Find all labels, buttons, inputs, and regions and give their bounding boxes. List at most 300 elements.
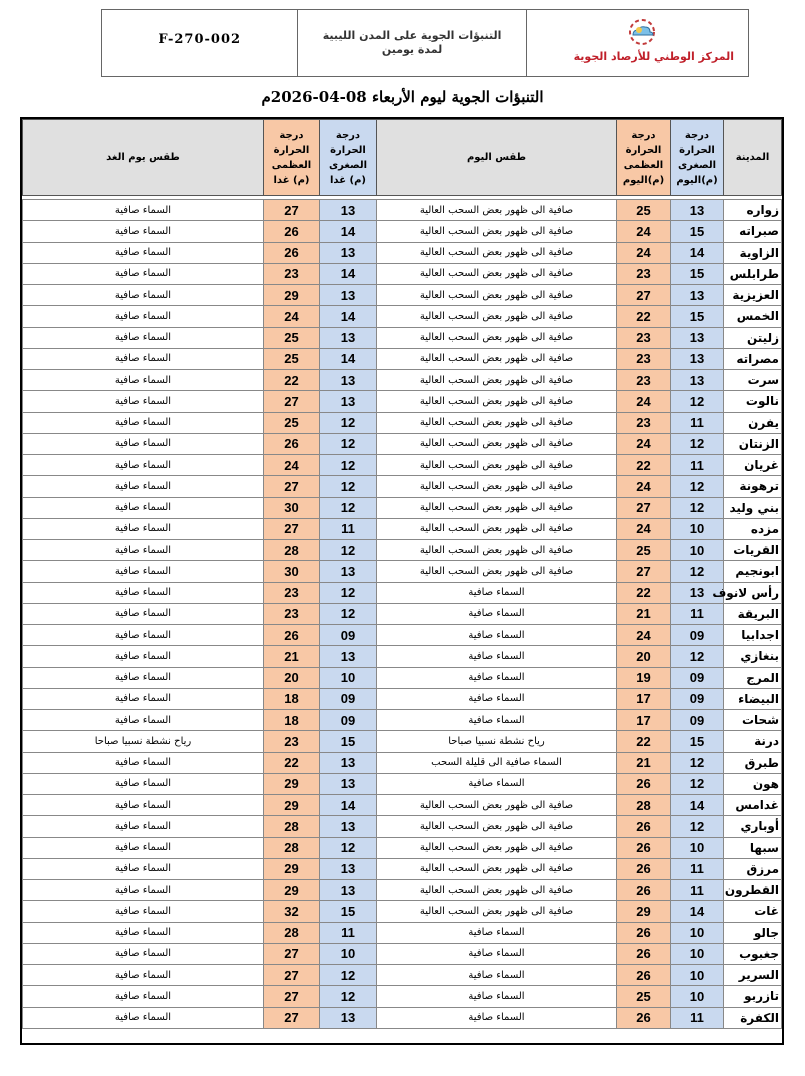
cell-min-today: 11 (671, 455, 724, 476)
page-title: التنبؤات الجوية ليوم الأربعاء 08-04-2026م (261, 88, 544, 106)
cell-min-tomorrow: 13 (320, 858, 377, 879)
cell-max-today: 22 (617, 582, 671, 603)
cell-max-tomorrow: 29 (264, 773, 320, 794)
cell-min-today: 09 (671, 710, 724, 731)
cell-max-today: 26 (617, 816, 671, 837)
cell-min-today: 12 (671, 497, 724, 518)
cell-weather-today: صافية الى ظهور بعض السحب العالية (377, 880, 617, 901)
cell-weather-tomorrow: السماء صافية (23, 752, 264, 773)
cell-weather-today: صافية الى ظهور بعض السحب العالية (377, 518, 617, 539)
cell-max-today: 24 (617, 625, 671, 646)
cell-city: الكفرة (724, 1007, 782, 1028)
cell-min-today: 13 (671, 327, 724, 348)
cell-min-today: 15 (671, 306, 724, 327)
cell-min-tomorrow: 11 (320, 922, 377, 943)
cell-max-tomorrow: 27 (264, 391, 320, 412)
cell-max-today: 23 (617, 263, 671, 284)
cell-min-today: 10 (671, 540, 724, 561)
table-row (23, 348, 782, 369)
table-row (23, 710, 782, 731)
table-row (23, 752, 782, 773)
table-row (23, 986, 782, 1007)
cell-max-tomorrow: 27 (264, 1007, 320, 1028)
cell-min-tomorrow: 13 (320, 752, 377, 773)
cell-min-tomorrow: 11 (320, 518, 377, 539)
table-row (23, 816, 782, 837)
cell-weather-tomorrow: السماء صافية (23, 582, 264, 603)
cell-max-today: 22 (617, 731, 671, 752)
cell-weather-today: صافية الى ظهور بعض السحب العالية (377, 391, 617, 412)
table-row (23, 370, 782, 391)
cell-city: جغبوب (724, 943, 782, 964)
forecast-table (20, 117, 784, 1045)
cell-max-today: 22 (617, 306, 671, 327)
table-row (23, 858, 782, 879)
cell-max-today: 26 (617, 858, 671, 879)
cell-max-today: 17 (617, 710, 671, 731)
cell-min-tomorrow: 10 (320, 667, 377, 688)
table-row (23, 901, 782, 922)
cell-weather-tomorrow: السماء صافية (23, 306, 264, 327)
cell-min-tomorrow: 14 (320, 348, 377, 369)
header-weather-today: طقس اليوم (377, 120, 617, 196)
cell-max-today: 26 (617, 1007, 671, 1028)
cell-city: تازربو (724, 986, 782, 1007)
cell-city: بني وليد (724, 497, 782, 518)
cell-city: نالوت (724, 391, 782, 412)
cell-city: القطرون (724, 880, 782, 901)
cell-max-tomorrow: 23 (264, 603, 320, 624)
cell-min-today: 09 (671, 625, 724, 646)
cell-weather-today: صافية الى ظهور بعض السحب العالية (377, 412, 617, 433)
cell-weather-today: صافية الى ظهور بعض السحب العالية (377, 242, 617, 263)
cell-weather-today: صافية الى ظهور بعض السحب العالية (377, 476, 617, 497)
cell-min-today: 10 (671, 965, 724, 986)
cell-min-today: 15 (671, 263, 724, 284)
table-row (23, 200, 782, 221)
cell-city: المرج (724, 667, 782, 688)
table-row (23, 773, 782, 794)
cell-city: مصراته (724, 348, 782, 369)
table-row (23, 1007, 782, 1028)
cell-min-today: 13 (671, 285, 724, 306)
cell-max-tomorrow: 32 (264, 901, 320, 922)
cell-city: رأس لانوف (724, 582, 782, 603)
cell-max-tomorrow: 29 (264, 285, 320, 306)
cell-min-today: 12 (671, 561, 724, 582)
cell-max-tomorrow: 22 (264, 370, 320, 391)
cell-weather-tomorrow: السماء صافية (23, 986, 264, 1007)
table-row (23, 731, 782, 752)
cell-weather-tomorrow: السماء صافية (23, 667, 264, 688)
table-row (23, 391, 782, 412)
cell-max-today: 20 (617, 646, 671, 667)
cell-min-today: 13 (671, 582, 724, 603)
table-row (23, 540, 782, 561)
cell-weather-today: صافية الى ظهور بعض السحب العالية (377, 795, 617, 816)
table-row (23, 412, 782, 433)
cell-weather-today: صافية الى ظهور بعض السحب العالية (377, 263, 617, 284)
cell-min-today: 10 (671, 518, 724, 539)
cell-max-tomorrow: 25 (264, 412, 320, 433)
cell-city: سبها (724, 837, 782, 858)
cell-weather-tomorrow: السماء صافية (23, 901, 264, 922)
header-min-today: درجة الحرارة الصغرى (م)اليوم (671, 120, 724, 196)
cell-min-today: 12 (671, 433, 724, 454)
cell-weather-today: صافية الى ظهور بعض السحب العالية (377, 370, 617, 391)
cell-min-tomorrow: 12 (320, 965, 377, 986)
cell-weather-today: صافية الى ظهور بعض السحب العالية (377, 497, 617, 518)
cell-max-tomorrow: 29 (264, 858, 320, 879)
cell-city: الخمس (724, 306, 782, 327)
cell-city: ابونجيم (724, 561, 782, 582)
table-row (23, 476, 782, 497)
cell-weather-tomorrow: السماء صافية (23, 370, 264, 391)
cell-min-today: 12 (671, 752, 724, 773)
cell-min-tomorrow: 14 (320, 306, 377, 327)
cell-min-today: 13 (671, 200, 724, 221)
cell-min-tomorrow: 14 (320, 795, 377, 816)
cell-min-tomorrow: 15 (320, 731, 377, 752)
cell-weather-tomorrow: السماء صافية (23, 200, 264, 221)
cell-max-today: 23 (617, 370, 671, 391)
cell-city: درنة (724, 731, 782, 752)
cell-min-tomorrow: 09 (320, 688, 377, 709)
cell-city: مزده (724, 518, 782, 539)
cell-min-today: 12 (671, 816, 724, 837)
cell-min-tomorrow: 12 (320, 476, 377, 497)
cell-min-today: 12 (671, 391, 724, 412)
cell-weather-today: السماء صافية (377, 773, 617, 794)
cell-weather-today: صافية الى ظهور بعض السحب العالية (377, 455, 617, 476)
cell-city: زواره (724, 200, 782, 221)
cell-weather-today: السماء صافية (377, 1007, 617, 1028)
cell-max-tomorrow: 28 (264, 540, 320, 561)
cell-min-tomorrow: 13 (320, 285, 377, 306)
cell-max-tomorrow: 18 (264, 688, 320, 709)
cell-min-tomorrow: 13 (320, 391, 377, 412)
cell-city: هون (724, 773, 782, 794)
cell-weather-today: السماء صافية (377, 646, 617, 667)
cell-weather-today: صافية الى ظهور بعض السحب العالية (377, 221, 617, 242)
cell-city: الزنتان (724, 433, 782, 454)
cell-weather-tomorrow: السماء صافية (23, 816, 264, 837)
cell-min-tomorrow: 13 (320, 370, 377, 391)
cell-weather-today: صافية الى ظهور بعض السحب العالية (377, 306, 617, 327)
cell-max-today: 26 (617, 773, 671, 794)
cell-max-tomorrow: 28 (264, 816, 320, 837)
cell-min-tomorrow: 12 (320, 986, 377, 1007)
cell-weather-today: صافية الى ظهور بعض السحب العالية (377, 837, 617, 858)
cell-max-tomorrow: 23 (264, 263, 320, 284)
cell-max-tomorrow: 26 (264, 242, 320, 263)
cell-min-tomorrow: 12 (320, 433, 377, 454)
cell-weather-tomorrow: السماء صافية (23, 518, 264, 539)
table-row (23, 582, 782, 603)
table-row (23, 965, 782, 986)
cell-min-tomorrow: 12 (320, 603, 377, 624)
cell-max-today: 27 (617, 285, 671, 306)
cell-city: غات (724, 901, 782, 922)
table-row (23, 603, 782, 624)
cell-weather-today: السماء صافية الى قليلة السحب (377, 752, 617, 773)
cell-weather-tomorrow: السماء صافية (23, 710, 264, 731)
cell-weather-today: السماء صافية (377, 986, 617, 1007)
cell-max-today: 24 (617, 476, 671, 497)
cell-min-today: 14 (671, 901, 724, 922)
table-row (23, 625, 782, 646)
cell-weather-tomorrow: السماء صافية (23, 327, 264, 348)
cell-city: أوباري (724, 816, 782, 837)
cell-weather-tomorrow: السماء صافية (23, 242, 264, 263)
header-city: المدينة (724, 120, 782, 196)
cell-max-today: 17 (617, 688, 671, 709)
table-row (23, 518, 782, 539)
cell-weather-tomorrow: السماء صافية (23, 646, 264, 667)
cell-max-tomorrow: 26 (264, 433, 320, 454)
cell-city: شحات (724, 710, 782, 731)
cell-min-tomorrow: 13 (320, 242, 377, 263)
cell-min-today: 14 (671, 795, 724, 816)
cell-weather-tomorrow: السماء صافية (23, 688, 264, 709)
cell-weather-today: رياح نشطة نسبيا صباحا (377, 731, 617, 752)
cell-weather-tomorrow: السماء صافية (23, 221, 264, 242)
cell-max-tomorrow: 24 (264, 306, 320, 327)
cell-max-tomorrow: 25 (264, 327, 320, 348)
cell-weather-tomorrow: السماء صافية (23, 965, 264, 986)
cell-min-today: 12 (671, 476, 724, 497)
cell-min-today: 15 (671, 221, 724, 242)
cell-weather-today: صافية الى ظهور بعض السحب العالية (377, 901, 617, 922)
cell-max-today: 23 (617, 327, 671, 348)
cell-min-today: 10 (671, 943, 724, 964)
table-row (23, 455, 782, 476)
cell-city: البيضاء (724, 688, 782, 709)
cell-weather-today: السماء صافية (377, 943, 617, 964)
cell-min-tomorrow: 12 (320, 540, 377, 561)
cell-max-today: 26 (617, 880, 671, 901)
cell-weather-tomorrow: السماء صافية (23, 561, 264, 582)
cell-min-today: 12 (671, 646, 724, 667)
cell-max-today: 27 (617, 561, 671, 582)
cell-max-tomorrow: 22 (264, 752, 320, 773)
cell-weather-tomorrow: رياح نشطة نسبيا صباحا (23, 731, 264, 752)
cell-min-today: 11 (671, 880, 724, 901)
cell-max-today: 21 (617, 603, 671, 624)
cell-max-tomorrow: 21 (264, 646, 320, 667)
cell-max-today: 22 (617, 455, 671, 476)
cell-max-today: 25 (617, 540, 671, 561)
cell-city: الزاوية (724, 242, 782, 263)
cell-max-today: 24 (617, 242, 671, 263)
cell-weather-today: السماء صافية (377, 965, 617, 986)
cell-max-tomorrow: 26 (264, 221, 320, 242)
cell-min-today: 11 (671, 412, 724, 433)
cell-weather-today: السماء صافية (377, 710, 617, 731)
cell-max-today: 27 (617, 497, 671, 518)
cell-weather-today: صافية الى ظهور بعض السحب العالية (377, 327, 617, 348)
cell-city: العزيزية (724, 285, 782, 306)
header-min-tomorrow: درجة الحرارة الصغرى (م) غدا (320, 120, 377, 196)
cell-weather-tomorrow: السماء صافية (23, 858, 264, 879)
table-row (23, 263, 782, 284)
table-header-row (23, 120, 782, 196)
cell-max-today: 24 (617, 518, 671, 539)
cell-max-tomorrow: 23 (264, 582, 320, 603)
cell-max-tomorrow: 26 (264, 625, 320, 646)
document-subject (298, 10, 526, 76)
cell-min-today: 10 (671, 986, 724, 1007)
cell-weather-tomorrow: السماء صافية (23, 837, 264, 858)
cell-max-today: 25 (617, 200, 671, 221)
cell-weather-tomorrow: السماء صافية (23, 773, 264, 794)
cell-city: البريقة (724, 603, 782, 624)
cell-weather-today: صافية الى ظهور بعض السحب العالية (377, 540, 617, 561)
cell-city: طبرق (724, 752, 782, 773)
cell-min-tomorrow: 14 (320, 221, 377, 242)
table-row (23, 433, 782, 454)
cell-weather-today: صافية الى ظهور بعض السحب العالية (377, 200, 617, 221)
cell-weather-tomorrow: السماء صافية (23, 285, 264, 306)
cell-max-tomorrow: 23 (264, 731, 320, 752)
cell-min-tomorrow: 09 (320, 710, 377, 731)
cell-weather-today: السماء صافية (377, 667, 617, 688)
cell-city: القريات (724, 540, 782, 561)
table-row (23, 688, 782, 709)
table-row (23, 561, 782, 582)
cell-min-today: 12 (671, 773, 724, 794)
cell-max-tomorrow: 29 (264, 795, 320, 816)
cell-max-today: 25 (617, 986, 671, 1007)
cell-city: يفرن (724, 412, 782, 433)
cell-min-tomorrow: 13 (320, 880, 377, 901)
cell-weather-today: صافية الى ظهور بعض السحب العالية (377, 285, 617, 306)
cell-city: بنغازي (724, 646, 782, 667)
cell-weather-today: السماء صافية (377, 688, 617, 709)
cell-min-tomorrow: 13 (320, 816, 377, 837)
organization-block (527, 10, 748, 76)
cell-min-today: 09 (671, 667, 724, 688)
table-row (23, 922, 782, 943)
cell-weather-tomorrow: السماء صافية (23, 943, 264, 964)
cell-min-tomorrow: 15 (320, 901, 377, 922)
cell-city: جالو (724, 922, 782, 943)
cell-max-tomorrow: 27 (264, 986, 320, 1007)
cell-max-tomorrow: 28 (264, 837, 320, 858)
header-max-tomorrow: درجة الحرارة العظمى (م) غدا (264, 120, 320, 196)
table-row (23, 837, 782, 858)
subject-line-1: التنبؤات الجوية على المدن الليبية (322, 29, 502, 42)
cell-city: غريان (724, 455, 782, 476)
cell-weather-tomorrow: السماء صافية (23, 348, 264, 369)
cell-max-today: 29 (617, 901, 671, 922)
cell-max-today: 24 (617, 433, 671, 454)
cell-weather-today: السماء صافية (377, 625, 617, 646)
cell-min-tomorrow: 13 (320, 1007, 377, 1028)
cloud-logo-icon (622, 18, 662, 46)
cell-city: طرابلس (724, 263, 782, 284)
table-row (23, 880, 782, 901)
cell-city: مرزق (724, 858, 782, 879)
cell-max-tomorrow: 25 (264, 348, 320, 369)
cell-weather-today: صافية الى ظهور بعض السحب العالية (377, 433, 617, 454)
cell-min-today: 13 (671, 370, 724, 391)
cell-max-tomorrow: 20 (264, 667, 320, 688)
cell-min-today: 13 (671, 348, 724, 369)
cell-weather-tomorrow: السماء صافية (23, 412, 264, 433)
header-weather-tomorrow: طقس يوم الغد (23, 120, 264, 196)
cell-weather-tomorrow: السماء صافية (23, 795, 264, 816)
cell-max-today: 26 (617, 965, 671, 986)
cell-max-today: 21 (617, 752, 671, 773)
cell-weather-today: صافية الى ظهور بعض السحب العالية (377, 858, 617, 879)
cell-city: صبراته (724, 221, 782, 242)
cell-max-tomorrow: 27 (264, 965, 320, 986)
cell-weather-tomorrow: السماء صافية (23, 391, 264, 412)
cell-weather-today: السماء صافية (377, 582, 617, 603)
cell-max-tomorrow: 24 (264, 455, 320, 476)
table-row (23, 327, 782, 348)
form-code: F-270-002 (102, 10, 298, 76)
cell-min-tomorrow: 12 (320, 412, 377, 433)
cell-max-today: 26 (617, 922, 671, 943)
document-header (101, 9, 749, 77)
cell-min-tomorrow: 09 (320, 625, 377, 646)
cell-min-today: 09 (671, 688, 724, 709)
cell-min-tomorrow: 10 (320, 943, 377, 964)
table-row (23, 221, 782, 242)
cell-max-today: 24 (617, 221, 671, 242)
cell-min-tomorrow: 13 (320, 200, 377, 221)
cell-weather-tomorrow: السماء صافية (23, 1007, 264, 1028)
cell-max-today: 23 (617, 412, 671, 433)
header-max-today: درجة الحرارة العظمى (م)اليوم (617, 120, 671, 196)
cell-weather-tomorrow: السماء صافية (23, 263, 264, 284)
table-row (23, 943, 782, 964)
cell-weather-today: السماء صافية (377, 922, 617, 943)
cell-max-tomorrow: 29 (264, 880, 320, 901)
subject-line-2: لمدة يومين (381, 43, 443, 56)
cell-min-tomorrow: 14 (320, 263, 377, 284)
cell-weather-tomorrow: السماء صافية (23, 433, 264, 454)
cell-min-tomorrow: 13 (320, 327, 377, 348)
cell-min-tomorrow: 12 (320, 497, 377, 518)
cell-max-tomorrow: 30 (264, 561, 320, 582)
cell-min-today: 10 (671, 837, 724, 858)
cell-min-today: 11 (671, 858, 724, 879)
cell-max-tomorrow: 27 (264, 476, 320, 497)
cell-max-today: 28 (617, 795, 671, 816)
cell-weather-tomorrow: السماء صافية (23, 455, 264, 476)
table-row (23, 667, 782, 688)
table-row (23, 285, 782, 306)
cell-weather-tomorrow: السماء صافية (23, 880, 264, 901)
table-row (23, 646, 782, 667)
cell-max-today: 23 (617, 348, 671, 369)
cell-city: غدامس (724, 795, 782, 816)
cell-weather-today: صافية الى ظهور بعض السحب العالية (377, 561, 617, 582)
cell-max-today: 26 (617, 837, 671, 858)
cell-min-tomorrow: 13 (320, 773, 377, 794)
cell-city: ترهونة (724, 476, 782, 497)
cell-min-today: 15 (671, 731, 724, 752)
cell-weather-tomorrow: السماء صافية (23, 625, 264, 646)
cell-weather-today: صافية الى ظهور بعض السحب العالية (377, 348, 617, 369)
cell-weather-tomorrow: السماء صافية (23, 603, 264, 624)
cell-min-tomorrow: 12 (320, 837, 377, 858)
cell-max-today: 24 (617, 391, 671, 412)
cell-weather-tomorrow: السماء صافية (23, 540, 264, 561)
